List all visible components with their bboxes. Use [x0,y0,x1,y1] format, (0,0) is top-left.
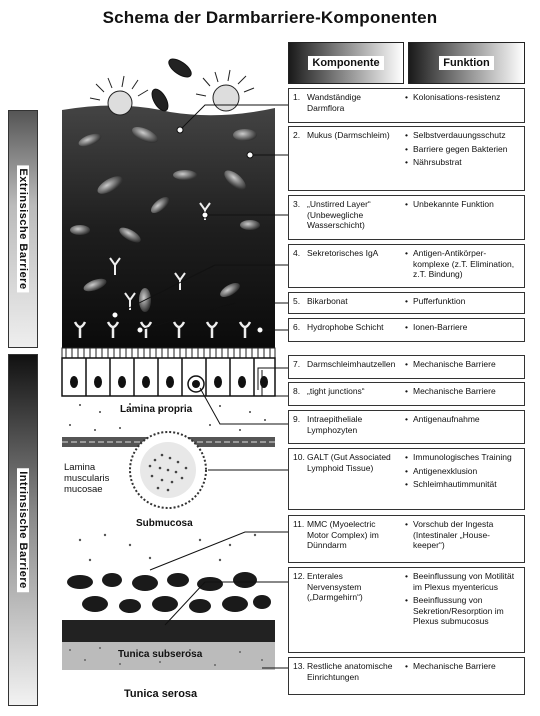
row-number: 5. [293,296,301,306]
extrinsic-barrier-label: Extrinsische Barriere [17,165,29,292]
component-name: Intraepitheliale Lymphozyten [307,414,363,435]
component-name: „Unstirred Layer“ (Unbewegliche Wasserschicht) [307,199,371,230]
function-cell [401,383,524,405]
component-cell [289,89,401,122]
row-number: 9. [293,414,301,424]
function-cell [401,293,524,313]
component-cell [289,356,401,378]
table-row [288,515,525,563]
row-number: 10. [293,452,305,462]
component-name: Sekretorisches IgA [307,248,379,258]
row-number: 2. [293,130,301,140]
function-item: • Unbekannte Funktion [405,199,520,210]
row-number: 8. [293,386,301,396]
table-row [288,88,525,123]
enteric-nerve-plexus [67,572,271,613]
component-cell [289,516,401,562]
function-item: • Mechanische Barriere [405,386,520,397]
function-cell [401,127,524,190]
function-item: • Vorschub der Ingesta (Intestinaler „House-keeper“) [405,519,520,551]
function-item: • Selbstverdauungsschutz [405,130,520,141]
component-name: GALT (Gut Associated Lymphoid Tissue) [307,452,391,473]
label-tunica-subserosa: Tunica subserosa [118,649,203,660]
function-item: • Mechanische Barriere [405,661,520,672]
label-lamina-propria: Lamina propria [120,404,193,415]
table-row [288,382,525,406]
header-component-text: Komponente [308,56,383,70]
microvilli [62,348,275,358]
function-cell [401,411,524,443]
function-cell [401,89,524,122]
function-item: • Beeinflussung von Sekretion/Resorption im Plexus submucosus [405,595,520,627]
component-cell [289,293,401,313]
row-number: 4. [293,248,301,258]
component-cell [289,319,401,341]
component-cell [289,411,401,443]
table-row [288,318,525,342]
galt-follicle [130,432,206,508]
component-name: MMC (Myoelectric Motor Complex) im Dünndarm [307,519,379,550]
component-name: Enterales Nervensystem („Darmgehirn“) [307,571,363,602]
component-name: Darmschleimhautzellen [307,359,396,369]
function-item: • Antigenexklusion [405,466,520,477]
row-number: 6. [293,322,301,332]
component-cell [289,449,401,509]
function-item: • Schleimhautimmunität [405,479,520,490]
component-cell [289,127,401,190]
component-cell [289,568,401,652]
function-cell [401,658,524,694]
row-number: 12. [293,571,305,581]
table-row [288,195,525,240]
component-name: „tight junctions“ [307,386,365,396]
function-item: • Kolonisations-resistenz [405,92,520,103]
row-number: 7. [293,359,301,369]
row-number: 1. [293,92,301,102]
table-row [288,244,525,288]
label-tunica-serosa: Tunica serosa [124,688,198,700]
function-item: • Nährsubstrat [405,157,520,168]
function-cell [401,516,524,562]
function-cell [401,449,524,509]
component-name: Hydrophobe Schicht [307,322,384,332]
function-item: • Immunologisches Training [405,452,520,463]
row-number: 11. [293,519,305,529]
component-cell [289,383,401,405]
component-cell [289,245,401,287]
bacteria-top [90,56,254,115]
component-cell [289,658,401,694]
header-function [408,42,525,84]
function-item: • Antigen-Antikörper-komplexe (z.T. Elimination, z.T. Bindung) [405,248,520,280]
function-item: • Pufferfunktion [405,296,520,307]
table-row [288,292,525,314]
function-item: • Antigenaufnahme [405,414,520,425]
function-cell [401,568,524,652]
header-component [288,42,404,84]
header-function-text: Funktion [439,56,493,70]
function-cell [401,319,524,341]
function-item: • Mechanische Barriere [405,359,520,370]
label-submucosa: Submucosa [136,518,193,529]
table-row [288,657,525,695]
diagram-title: Schema der Darmbarriere-Komponenten [102,8,438,27]
function-cell [401,356,524,378]
component-cell [289,196,401,239]
row-number: 3. [293,199,301,209]
function-item: • Barriere gegen Bakterien [405,144,520,155]
tunica-muscularis-band [62,620,275,642]
function-item: • Ionen-Barriere [405,322,520,333]
label-lamina-muscularis: Lamina muscularis mucosae [64,462,122,495]
epithelial-cells [62,358,275,396]
table-row [288,448,525,510]
component-name: Restliche anatomische Einrichtungen [307,661,393,682]
function-cell [401,245,524,287]
intrinsic-barrier-label: Intrinsische Barriere [17,468,29,592]
component-name: Bikarbonat [307,296,348,306]
table-row [288,567,525,653]
table-row [288,410,525,444]
function-cell [401,196,524,239]
table-row [288,126,525,191]
table-row [288,355,525,379]
component-name: Wandständige Darmflora [307,92,362,113]
row-number: 13. [293,661,305,671]
component-name: Mukus (Darmschleim) [307,130,390,140]
function-item: • Beeinflussung von Motilität im Plexus myentericus [405,571,520,592]
